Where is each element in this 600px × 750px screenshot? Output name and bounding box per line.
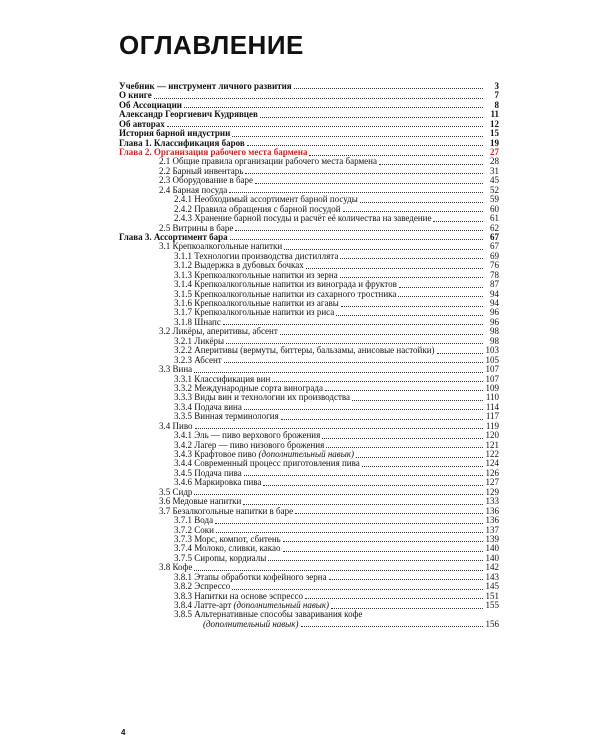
toc-entry: 2.4 Барная посуда 52 [159,184,499,195]
toc-entry: 3.1.1 Технологии производства дистиллята 69 [174,250,499,261]
toc-entry: 3.1.5 Крепкоалкогольные напитки из сахарного тростника 94 [174,288,499,299]
toc-entry: 3.1.6 Крепкоалкогольные напитки из агавы 94 [174,298,499,309]
toc-entry: 3.8.2 Эспрессо 145 [174,581,499,592]
toc-entry: 3.2.1 Ликёры 98 [174,335,499,346]
toc-entry: 3.4.4 Современный процесс приготовления пива 124 [174,458,499,469]
toc-entry: 3.4.3 Крафтовое пиво (дополнительный навык) 122 [174,449,499,460]
toc-entry: О книге 7 [119,90,499,101]
toc-entry: 3.8.5 Альтернативные способы заваривания кофе [174,609,363,620]
toc-chapter-highlighted: Глава 2. Организация рабочего места бармена 27 [119,147,499,158]
toc-entry: Об авторах 12 [119,118,499,129]
toc-entry: 2.3 Оборудование в баре 45 [159,175,499,186]
toc-entry: 3.1 Крепкоалкогольные напитки 67 [159,241,499,252]
toc-entry: 3.6 Медовые напитки 133 [159,496,499,507]
toc-entry: 3.4 Пиво 119 [159,420,499,431]
toc-entry: 3.2.2 Аперитивы (вермуты, биттеры, бальзамы, анисовые настойки) 103 [174,345,499,356]
toc-entry: 3.2.3 Абсент 105 [174,354,499,365]
toc-entry: 3.3.1 Классификация вин 107 [174,373,499,384]
toc-entry: 2.5 Витрины в баре 62 [159,222,499,233]
toc-chapter: Глава 1. Классификация баров 19 [119,137,499,148]
toc-entry: 2.1 Общие правила организации рабочего места бармена 28 [159,156,499,167]
toc-entry: 3.1.3 Крепкоалкогольные напитки из зерна 78 [174,269,499,280]
toc-entry: Александр Георгиевич Кудрявцев 11 [119,109,499,120]
toc-entry: 3.8.1 Этапы обработки кофейного зерна 143 [174,571,499,582]
toc-entry: 3.8.4 Латте-арт (дополнительный навык) 155 [174,600,499,611]
toc-entry-continuation: (дополнительный навык) 156 [203,618,499,629]
toc-entry: 3.7.3 Морс, компот, сбитень 139 [174,533,499,544]
toc-entry: 3.1.4 Крепкоалкогольные напитки из винограда и фруктов 87 [174,279,499,290]
toc-entry: 3.1.2 Выдержка в дубовых бочках 76 [174,260,499,271]
toc-entry: 3.7.1 Вода 136 [174,515,499,526]
page-title: ОГЛАВЛЕНИЕ [119,30,304,60]
toc-entry: 3.3 Вина 107 [159,364,499,375]
toc-entry: 3.7.2 Соки 137 [174,524,499,535]
toc-entry: 3.7 Безалкогольные напитки в баре 136 [159,505,499,516]
page-number: 4 [121,728,126,737]
toc-entry: 3.4.2 Лагер — пиво низового брожения 121 [174,439,499,450]
toc-entry: 3.1.7 Крепкоалкогольные напитки из риса 96 [174,307,499,318]
toc-entry: 3.3.2 Международные сорта винограда 109 [174,382,499,393]
toc-entry: 3.1.8 Шнапс 96 [174,316,499,327]
toc-entry: Учебник — инструмент личного развития 3 [119,80,499,91]
toc-entry: 3.3.3 Виды вин и технологии их производства 110 [174,392,499,403]
toc-entry: 3.3.5 Винная терминология 117 [174,411,499,422]
toc-entry: 2.4.3 Хранение барной посуды и расчёт её количества на заведение 61 [174,213,499,224]
toc-chapter: Глава 3. Ассортимент бара 67 [119,231,499,242]
toc-entry: 3.8.3 Напитки на основе эспрессо 151 [174,590,499,601]
toc-entry: 3.4.1 Эль — пиво верхового брожения 120 [174,430,499,441]
toc-entry: 2.2 Барный инвентарь 31 [159,165,499,176]
toc-entry: 3.3.4 Подача вина 114 [174,401,499,412]
toc-entry: 3.8 Кофе 142 [159,562,499,573]
toc-entry: 3.7.4 Молоко, сливки, какао 140 [174,543,499,554]
toc-entry: Об Ассоциации 8 [119,99,499,110]
toc-entry: 3.7.5 Сиропы, кордиалы 140 [174,552,499,563]
table-of-contents [119,82,499,629]
toc-entry: 3.4.6 Маркировка пива 127 [174,477,499,488]
toc-entry: 2.4.2 Правила обращения с барной посудой 60 [174,203,499,214]
toc-entry: 3.5 Сидр 129 [159,486,499,497]
toc-entry: 2.4.1 Необходимый ассортимент барной посуды 59 [174,194,499,205]
toc-entry: 3.4.5 Подача пива 126 [174,467,499,478]
toc-entry: История барной индустрии 15 [119,128,499,139]
toc-entry: 3.2 Ликёры, аперитивы, абсент 98 [159,326,499,337]
